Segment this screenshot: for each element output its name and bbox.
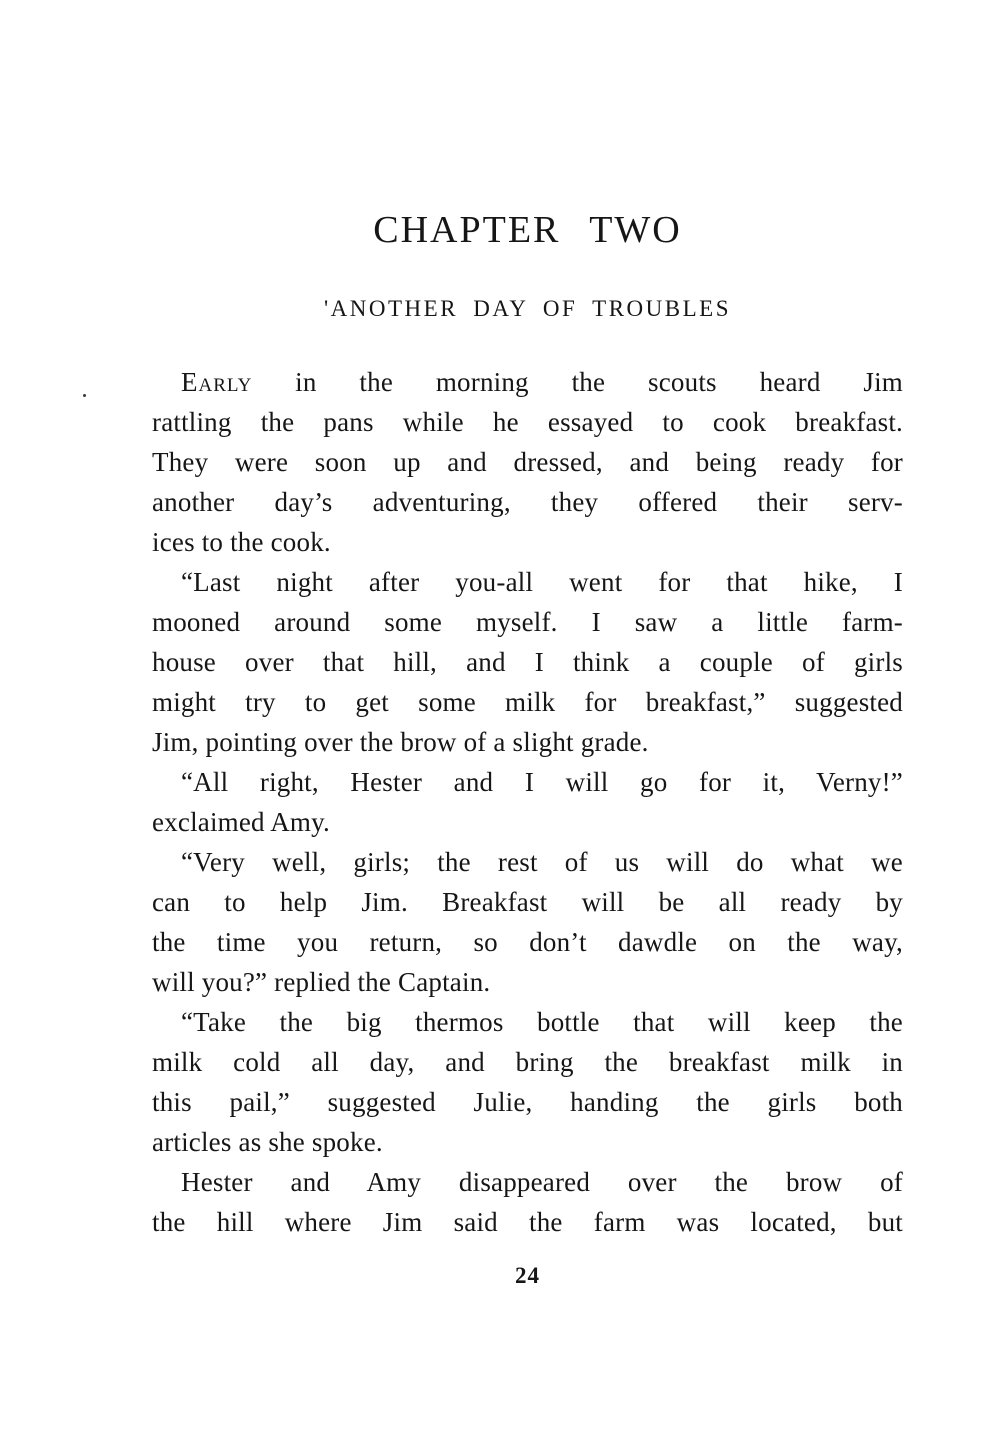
- text-line: ices to the cook.: [152, 527, 331, 557]
- text-line: might try to get some milk for breakfast,” suggested: [152, 687, 903, 717]
- line-text: in the morning the scouts heard Jim: [295, 367, 903, 397]
- text-line: the hill where Jim said the farm was located, but: [152, 1207, 903, 1237]
- text-line: mooned around some myself. I saw a little farm-: [152, 607, 903, 637]
- text-line: will you?” replied the Captain.: [152, 967, 491, 997]
- text-line: “Take the big thermos bottle that will keep the: [181, 1007, 903, 1037]
- text-line: milk cold all day, and bring the breakfast milk in: [152, 1047, 903, 1077]
- lead-word: Early: [181, 367, 253, 397]
- text-line: house over that hill, and I think a couple of girls: [152, 647, 903, 677]
- page-number: 24: [515, 1263, 540, 1288]
- scan-speck: [83, 394, 86, 397]
- text-line: “Last night after you-all went for that hike, I: [181, 567, 903, 597]
- text-line: can to help Jim. Breakfast will be all ready by: [152, 887, 903, 917]
- text-line: They were soon up and dressed, and being ready for: [152, 447, 903, 477]
- text-line: exclaimed Amy.: [152, 807, 330, 837]
- text-line: Jim, pointing over the brow of a slight grade.: [152, 727, 649, 757]
- text-line: the time you return, so don’t dawdle on the way,: [152, 927, 903, 957]
- text-line: this pail,” suggested Julie, handing the girls both: [152, 1087, 903, 1117]
- chapter-title: CHAPTER TWO: [373, 209, 682, 251]
- text-line: another day’s adventuring, they offered their serv-: [152, 487, 903, 517]
- text-line: “All right, Hester and I will go for it, Verny!”: [181, 767, 903, 797]
- text-line: [152, 362, 903, 402]
- text-line: Hester and Amy disappeared over the brow of: [181, 1167, 903, 1197]
- text-line: “Very well, girls; the rest of us will do what we: [181, 847, 903, 877]
- text-line: articles as she spoke.: [152, 1127, 383, 1157]
- text-line: rattling the pans while he essayed to cook breakfast.: [152, 407, 903, 437]
- section-subtitle: 'ANOTHER DAY OF TROUBLES: [324, 296, 731, 321]
- text-block: [152, 362, 903, 1242]
